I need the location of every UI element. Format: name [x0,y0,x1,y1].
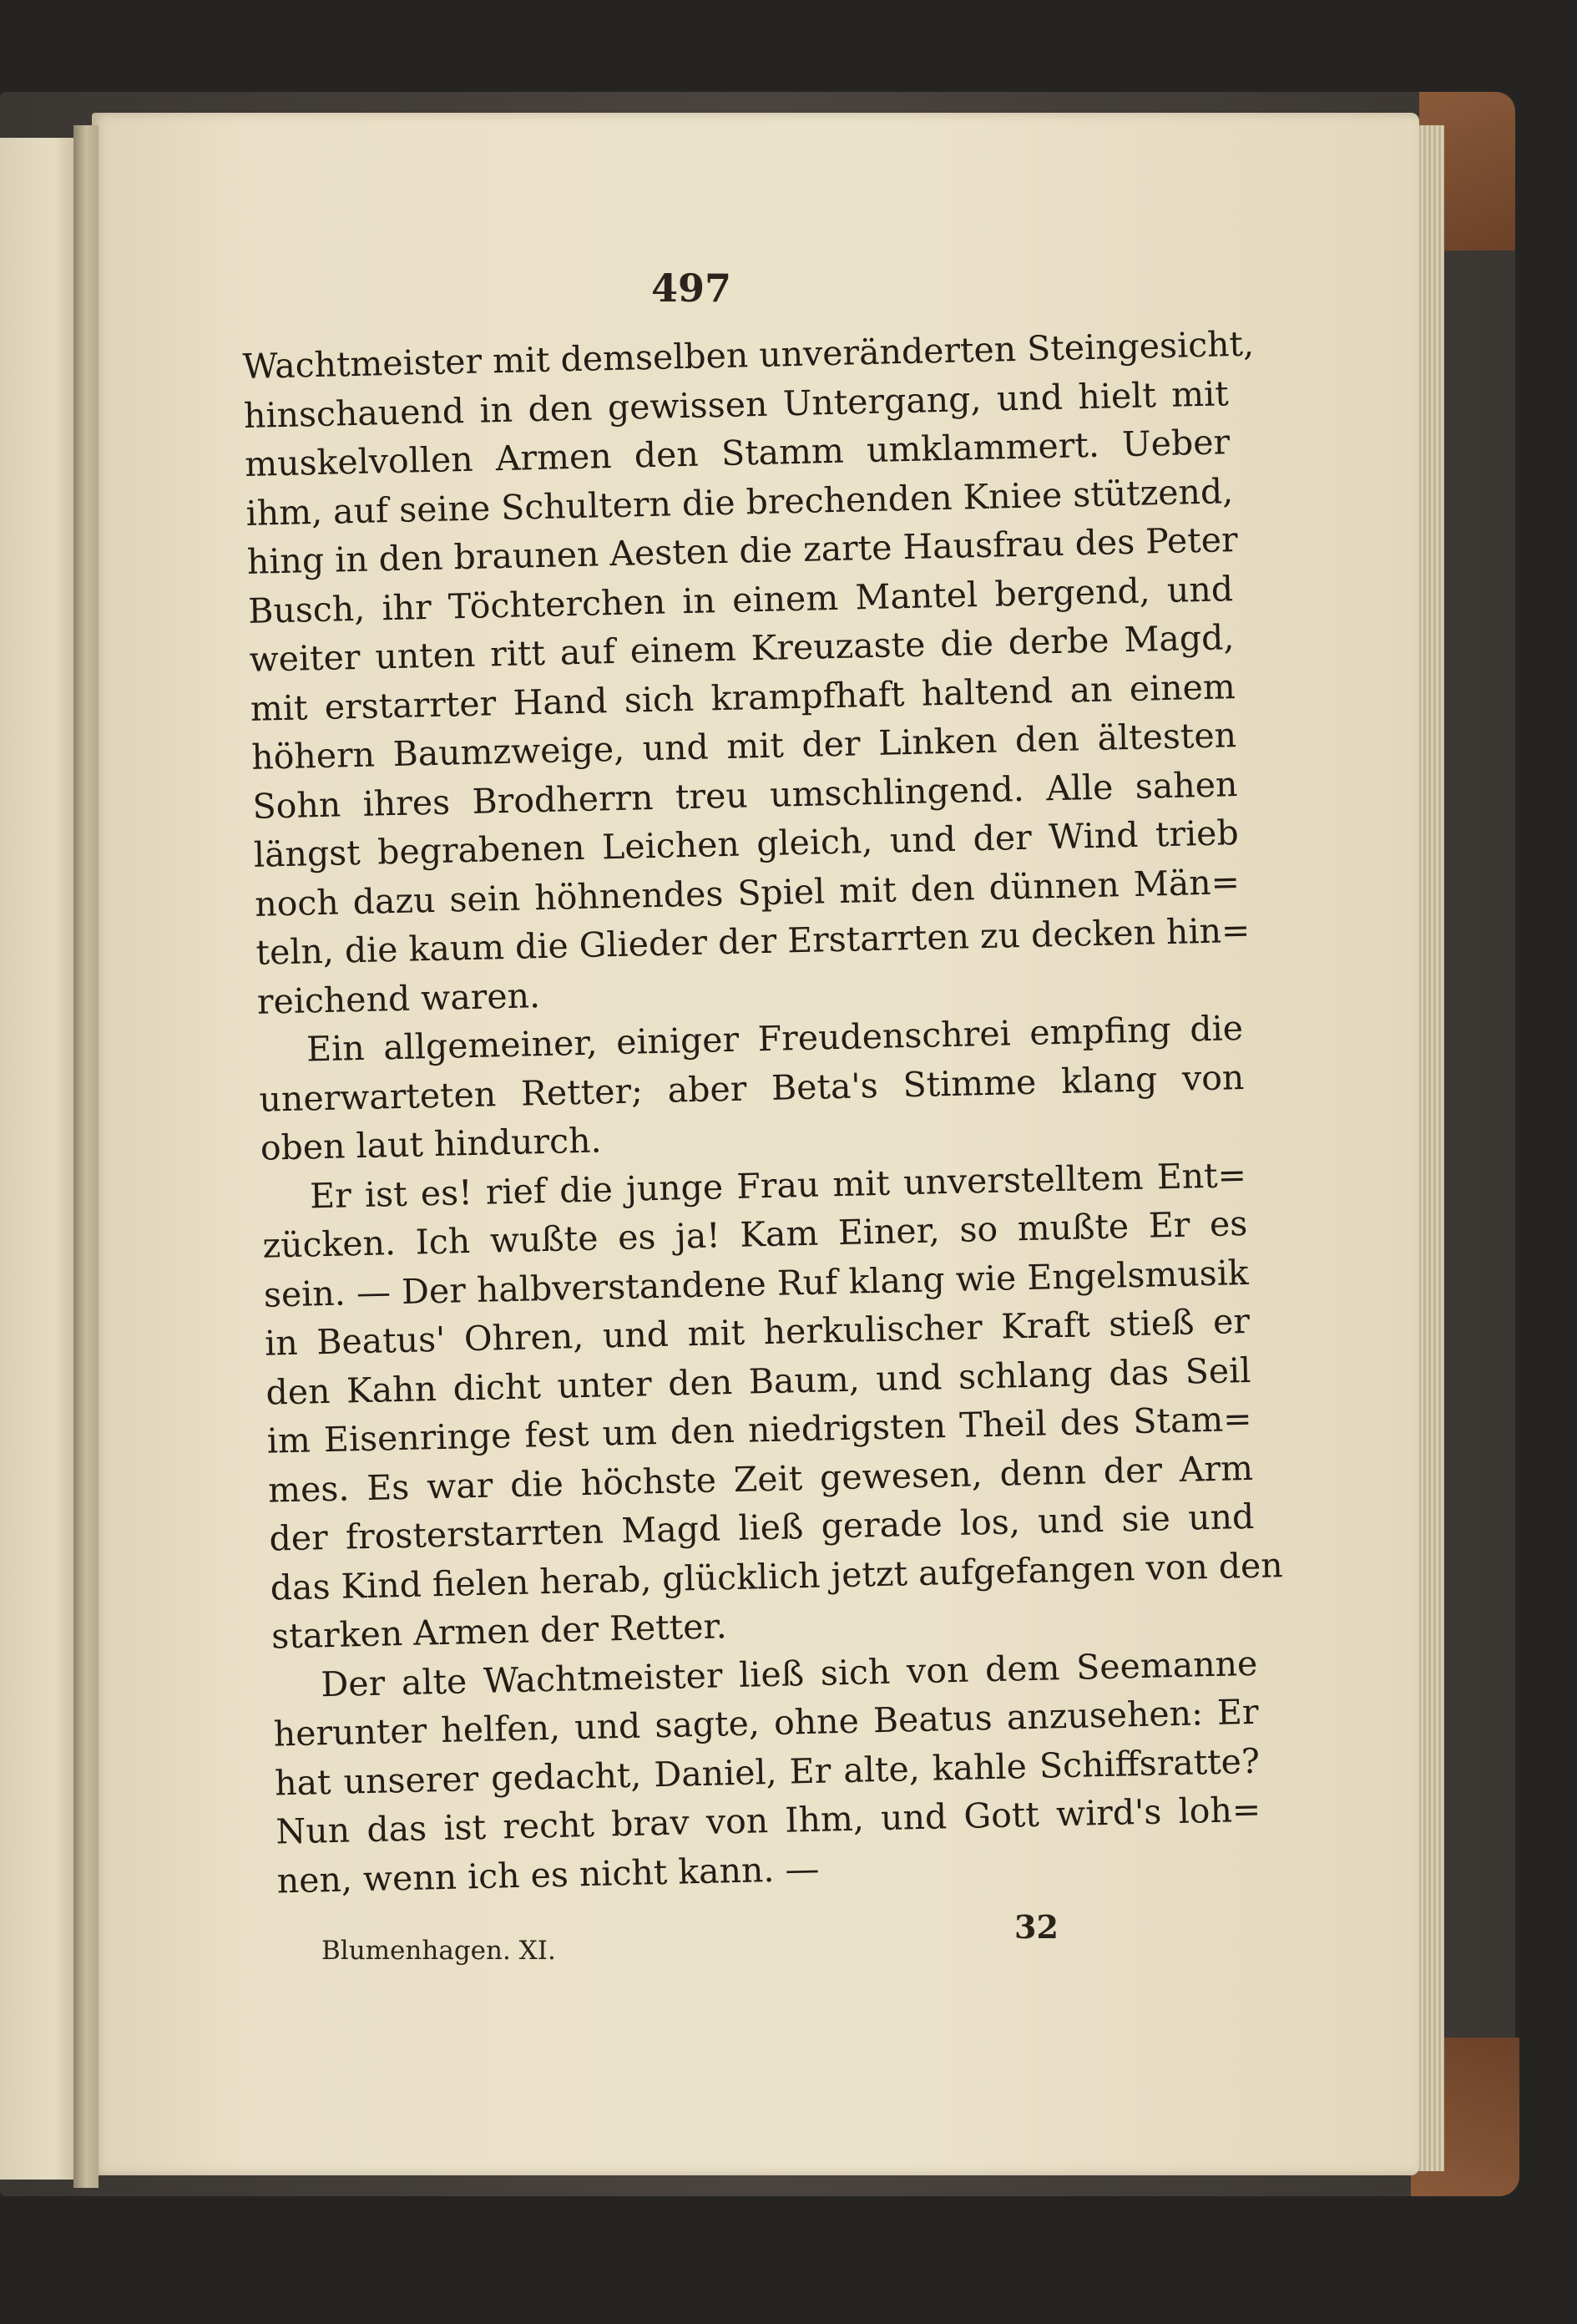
book-gutter [73,125,99,2188]
text-line: starken Armen der Retter. [270,1606,728,1657]
text-line: Busch, ihr Töchterchen in einem Mantel bergend, und [247,568,1234,631]
text-line: höhern Baumzweige, und mit der Linken den ältesten [250,715,1237,777]
text-line: das Kind fielen herab, glücklich jetzt aufgefangen von den [270,1544,1284,1608]
page-number: 497 [651,266,732,311]
text-line: unerwarteten Retter; aber Beta's Stimme klang von [259,1056,1245,1120]
left-page-edge [0,138,77,2180]
text-line: reichend waren. [256,975,541,1022]
text-line: Ein allgemeiner, einiger Freudenschrei empfing die [306,1008,1244,1070]
text-line: Nun das ist recht brav von Ihm, und Gott wird's loh= [275,1789,1261,1852]
footer-author: Blumenhagen. XI. [321,1936,556,1966]
text-line: oben laut hindurch. [260,1120,603,1168]
body-text [242,320,1284,1905]
text-line: längst begrabenen Leichen gleich, und der Wind trieb [253,813,1240,875]
text-line: herunter helfen, und sagte, ohne Beatus anzusehen: Er [273,1691,1260,1754]
text-line: teln, die kaum die Glieder der Erstarrten zu decken hin= [255,909,1251,973]
text-line: im Eisenringe fest um den niedrigsten Theil des Stam= [266,1398,1253,1461]
text-line: der frosterstarrten Magd ließ gerade los, und sie und [268,1496,1255,1559]
text-line: zücken. Ich wußte es ja! Kam Einer, so mußte Er es [262,1203,1248,1266]
text-line: mes. Es war die höchste Zeit gewesen, denn der Arm [267,1447,1254,1511]
text-line: Er ist es! rief die junge Frau mit unverstelltem Ent= [309,1154,1247,1216]
text-line: Der alte Wachtmeister ließ sich von dem Seemanne [320,1643,1258,1704]
text-line: sein. — Der halbverstandene Ruf klang wie Engelsmusik [263,1252,1250,1315]
text-line: mit erstarrter Hand sich krampfhaft haltend an einem [250,666,1236,729]
text-line: hing in den braunen Aesten die zarte Hausfrau des Peter [246,519,1239,582]
footer-signature: 32 [1014,1908,1059,1946]
text-line: nen, wenn ich es nicht kann. — [276,1848,820,1901]
text-line: den Kahn dicht unter den Baum, und schlang das Seil [265,1349,1251,1413]
text-line: in Beatus' Ohren, und mit herkulischer Kraft stieß er [264,1300,1251,1364]
text-line: noch dazu sein höhnendes Spiel mit den dünnen Män= [254,861,1241,924]
text-line: Wachtmeister mit demselben unveränderten Steingesicht, [242,323,1255,387]
text-line: hinschauend in den gewissen Untergang, und hielt mit [243,372,1230,436]
text-line: hat unserer gedacht, Daniel, Er alte, kahle Schiffsratte? [274,1740,1261,1804]
text-line: ihm, auf seine Schultern die brechenden Kniee stützend, [245,470,1234,534]
text-line: weiter unten ritt auf einem Kreuzaste die derbe Magd, [249,617,1235,680]
text-line: muskelvollen Armen den Stamm umklammert. Ueber [244,422,1231,484]
text-line: Sohn ihres Brodherrn treu umschlingend. Alle sahen [252,763,1238,827]
